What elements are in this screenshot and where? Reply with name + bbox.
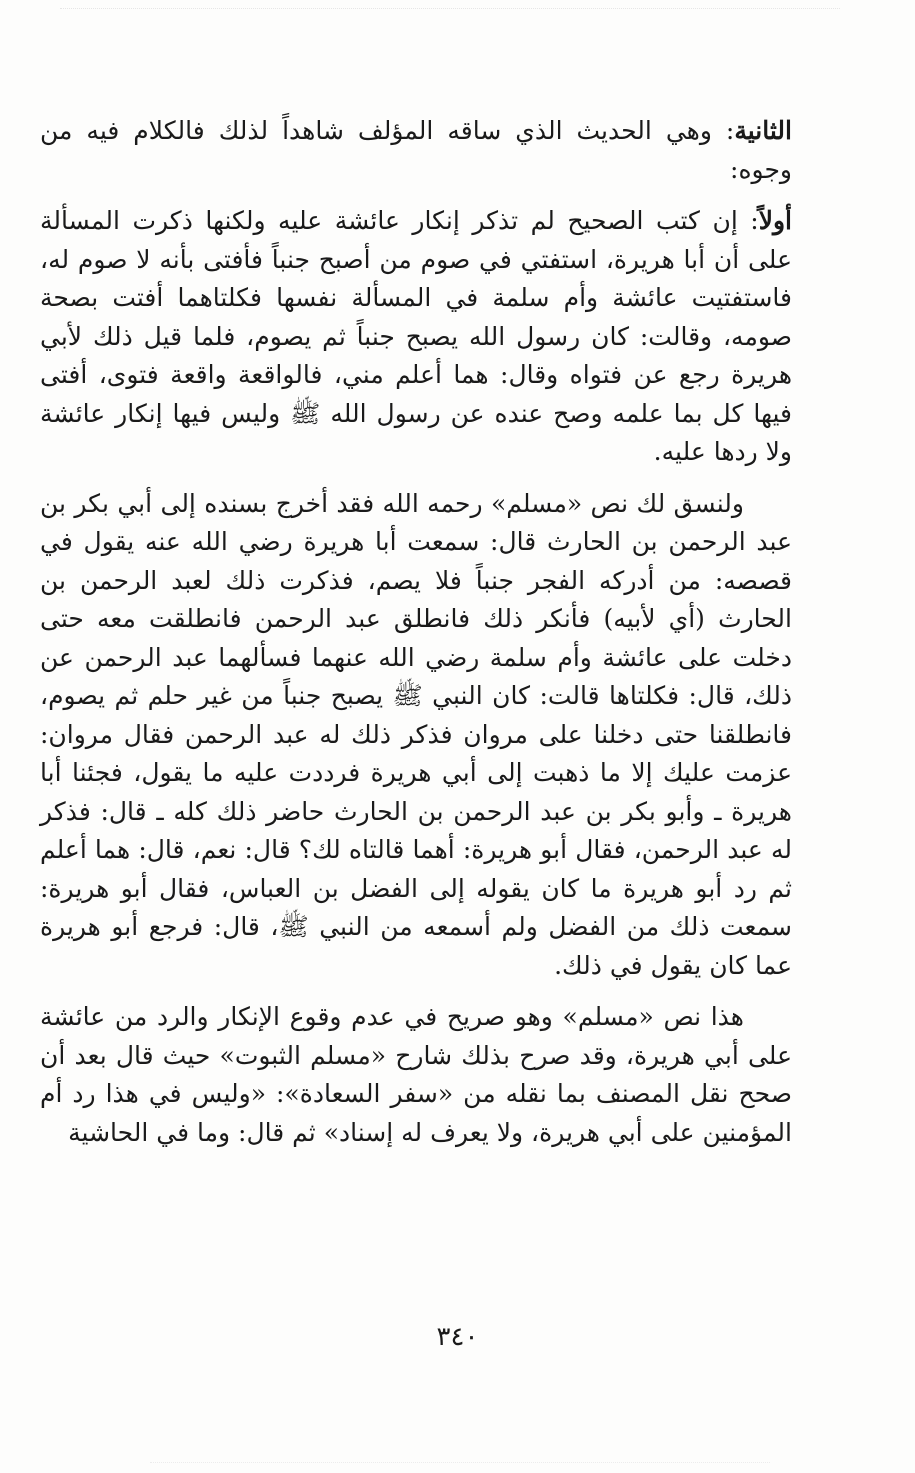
paragraph-body: ولنسق لك نص «مسلم» رحمه الله فقد أخرج بسنده إلى أبي بكر بن عبد الرحمن بن الحارث قال: سمعت أبا هريرة رضي الله عنه يقول في قصصه: من أدركه الفجر جنباً فلا يصم، فذكرت ذلك لعبد الرحمن بن الحارث (أي لأبيه) فأنكر ذلك فانطلق عبد الرحمن فانطلقت معه حتى دخلت على عائشة وأم سلمة رضي الله عنهما فسألهما عبد الرحمن عن ذلك، قال: فكلتاها قالت: كان النبي ﷺ يصبح جنباً من غير حلم ثم يصوم، فانطلقنا حتى دخلنا على مروان فذكر ذلك له عبد الرحمن فقال مروان: عزمت عليك إلا ما ذهبت إلى أبي هريرة فرددت عليه ما يقول، فجئنا أبا هريرة ـ وأبو بكر بن عبد الرحمن بن الحارث حاضر ذلك كله ـ قال: فذكر له عبد الرحمن، فقال أبو هريرة: أهما قالتاه لك؟ قال: نعم، قال: هما أعلم ثم رد أبو هريرة ما كان يقوله إلى الفضل بن العباس، فقال أبو هريرة: سمعت ذلك من الفضل ولم أسمعه من النبي ﷺ، قال: فرجع أبو هريرة عما كان يقول في ذلك. [40,488,792,980]
bottom-edge-rule [150,1462,770,1463]
paragraph-body: هذا نص «مسلم» وهو صريح في عدم وقوع الإنكار والرد من عائشة على أبي هريرة، وقد صرح بذلك شارح «مسلم الثبوت» حيث قال بعد أن صحح نقل المصنف بما نقله من «سفر السعادة»: «وليس في هذا رد أم المؤمنين على أبي هريرة، ولا يعرف له إسناد» ثم قال: وما في الحاشية [40,1002,792,1147]
paragraph-body: : إن كتب الصحيح لم تذكر إنكار عائشة عليه ولكنها ذكرت المسألة على أن أبا هريرة، استفتي في صوم من أصبح جنباً فأفتى بأنه لا صوم له، فاستفتيت عائشة وأم سلمة في المسألة نفسها فكلتاهما أفتت بصحة صومه، وقالت: كان رسول الله يصبح جنباً ثم يصوم، فلما قيل ذلك لأبي هريرة رجع عن فتواه وقال: هما أعلم مني، فالواقعة واقعة فتوى، أفتى فيها كل بما علمه وصح عنده عن رسول الله ﷺ وليس فيها إنكار عائشة ولا ردها عليه. [40,206,792,466]
paragraph-lead-word: الثانية [734,116,792,145]
paragraph-lead-word: أولاً [758,206,792,235]
paragraph-first-aspect [40,202,792,472]
paragraph-second-point [40,112,792,189]
top-edge-rule [60,8,840,9]
paragraph-body: : وهي الحديث الذي ساقه المؤلف شاهداً لذلك فالكلام فيه من وجوه: [40,116,792,184]
paragraph-commentary [40,998,792,1152]
page-body-text [40,112,792,1152]
page-number: ٣٤٠ [436,1322,479,1352]
paragraph-muslim-text [40,485,792,986]
